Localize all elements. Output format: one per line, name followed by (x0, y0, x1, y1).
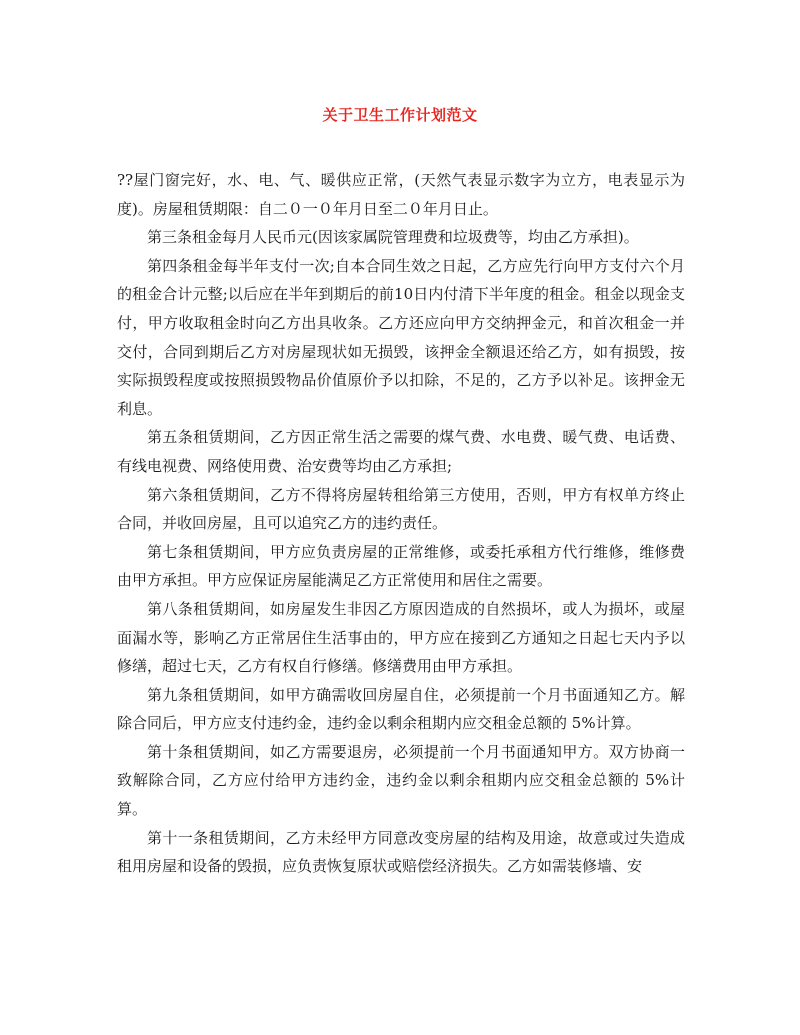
paragraph-article-6: 第六条租赁期间，乙方不得将房屋转租给第三方使用，否则，甲方有权单方终止合同，并收回房屋，且可以追究乙方的违约责任。 (117, 485, 685, 533)
paragraph-article-3: 第三条租金每月人民币元(因该家属院管理费和垃圾费等，均由乙方承担)。 (147, 228, 639, 247)
paragraph-article-4: 第四条租金每半年支付一次;自本合同生效之日起，乙方应先行向甲方支付六个月的租金合计元整;以后应在半年到期后的前10日内付清下半年度的租金。租金以现金支付，甲方收取租金时向乙方出具收条。乙方还应向甲方交纳押金元，和首次租金一并交付，合同到期后乙方对房屋现状如无损毁，该押金全额退还给乙方，如有损毁，按实际损毁程度或按照损毁物品价值原价予以扣除，不足的，乙方予以补足。该押金无利息。 (117, 256, 685, 418)
document-title: 关于卫生工作计划范文 (322, 106, 478, 124)
document-body (117, 166, 685, 881)
paragraph-article-10: 第十条租赁期间，如乙方需要退房，必须提前一个月书面通知甲方。双方协商一致解除合同，乙方应付给甲方违约金，违约金以剩余租期内应交租金总额的 5%计算。 (117, 742, 685, 819)
paragraph-article-9: 第九条租赁期间，如甲方确需收回房屋自住，必须提前一个月书面通知乙方。解除合同后，甲方应支付违约金，违约金以剩余租期内应交租金总额的 5%计算。 (117, 685, 685, 733)
paragraph-article-7: 第七条租赁期间，甲方应负责房屋的正常维修，或委托承租方代行维修，维修费由甲方承担。甲方应保证房屋能满足乙方正常使用和居住之需要。 (117, 542, 685, 590)
paragraph-article-11: 第十一条租赁期间，乙方未经甲方同意改变房屋的结构及用途，故意或过失造成租用房屋和设备的毁损，应负责恢复原状或赔偿经济损失。乙方如需装修墙、安 (117, 828, 685, 876)
paragraph-article-8: 第八条租赁期间，如房屋发生非因乙方原因造成的自然损坏，或人为损坏，或屋面漏水等，影响乙方正常居住生活事由的，甲方应在接到乙方通知之日起七天内予以修缮，超过七天，乙方有权自行修缮。修缮费用由甲方承担。 (117, 599, 685, 676)
paragraph-1: ??屋门窗完好，水、电、气、暖供应正常，(天然气表显示数字为立方，电表显示为度)。房屋租赁期限：自二０一０年月日至二０年月日止。 (117, 171, 685, 218)
paragraph-article-5: 第五条租赁期间，乙方因正常生活之需要的煤气费、水电费、暖气费、电话费、有线电视费、网络使用费、治安费等均由乙方承担; (117, 428, 685, 475)
